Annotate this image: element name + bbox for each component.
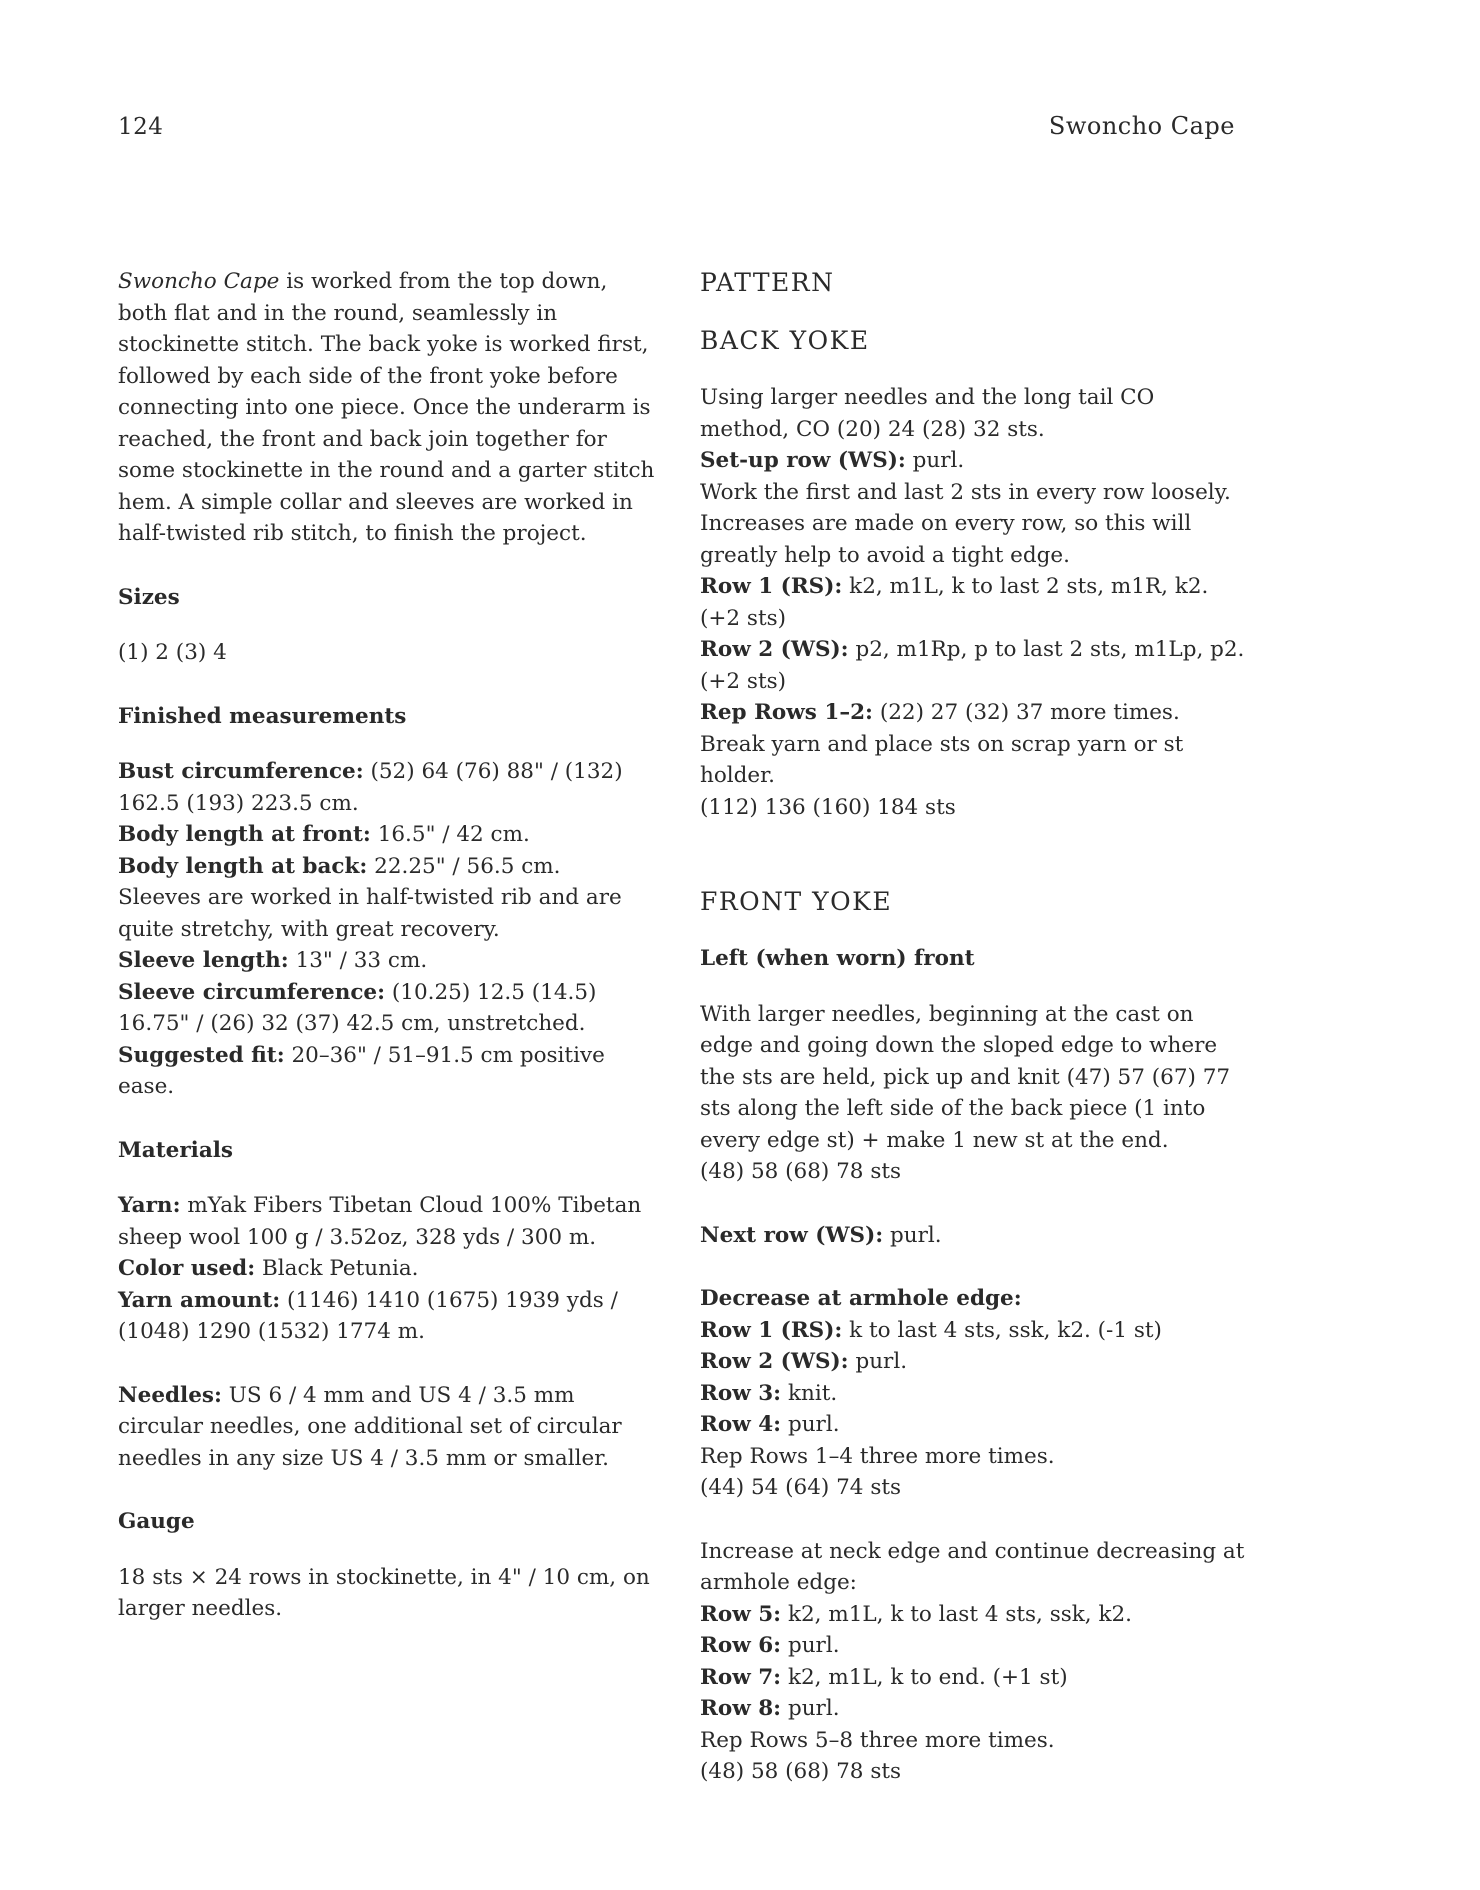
back-row2-label: Row 2 (WS): xyxy=(700,637,849,662)
increase-intro: Increase at neck edge and continue decreasing at armhole edge: xyxy=(700,1538,1245,1595)
yarn-label: Yarn: xyxy=(118,1193,181,1218)
needles-value: US 6 / 4 mm and US 4 / 3.5 mm circular needles, one additional set of circular needles in any size US 4 / 3.5 mm or smaller. xyxy=(118,1382,622,1471)
pickup-count: (48) 58 (68) 78 sts xyxy=(700,1159,902,1184)
intro-paragraph xyxy=(118,266,658,550)
dec-row3-label: Row 3: xyxy=(700,1380,782,1406)
body-back-value: 22.25" / 56.5 cm. xyxy=(367,853,561,879)
dec-row2-value: purl. xyxy=(848,1349,908,1374)
dec-row1-value: k to last 4 sts, ssk, k2. (-1 st) xyxy=(842,1317,1162,1343)
inc-row8-label: Row 8: xyxy=(700,1696,782,1721)
amount-label: Yarn amount: xyxy=(118,1287,281,1313)
measurements-heading: Finished measurements xyxy=(118,703,407,729)
inc-row8-value: purl. xyxy=(781,1696,840,1721)
inc-count: (48) 58 (68) 78 sts xyxy=(700,1759,902,1784)
back-rep-label: Rep Rows 1–2: xyxy=(700,700,873,725)
fit-line xyxy=(118,1040,658,1103)
back-yoke-heading: BACK YOKE xyxy=(700,326,870,355)
sizes-heading: Sizes xyxy=(118,584,180,610)
dec-row4-value: purl. xyxy=(781,1412,840,1437)
dec-row3-value: knit. xyxy=(781,1380,838,1406)
dec-row2-label: Row 2 (WS): xyxy=(700,1349,849,1374)
fit-label: Suggested fit: xyxy=(118,1042,285,1068)
body-back-line xyxy=(118,851,658,883)
setup-row-value: purl. xyxy=(905,448,965,473)
sleeve-length-line xyxy=(118,945,658,977)
color-line xyxy=(118,1253,658,1285)
dec-row4-line xyxy=(700,1409,1250,1441)
yarn-value: mYak Fibers Tibetan Cloud 100% Tibetan sheep wool 100 g / 3.52oz, 328 yds / 300 m. xyxy=(118,1193,642,1250)
back-row2-line xyxy=(700,634,1250,697)
inc-row7-label: Row 7: xyxy=(700,1664,782,1690)
pattern-heading: PATTERN xyxy=(700,268,835,297)
right-column xyxy=(700,266,1250,1788)
needles-line xyxy=(118,1380,658,1475)
back-row1-line xyxy=(700,571,1250,634)
sleeve-circ-value: (10.25) 12.5 (14.5) 16.75" / (26) 32 (37) 42.5 cm, unstretched. xyxy=(118,979,597,1036)
back-row2-value: p2, m1Rp, p to last 2 sts, m1Lp, p2. (+2 sts) xyxy=(700,637,1245,694)
sleeve-length-label: Sleeve length: xyxy=(118,948,289,973)
running-title: Swoncho Cape xyxy=(1048,112,1235,140)
dec-count: (44) 54 (64) 74 sts xyxy=(700,1475,902,1500)
page-number: 124 xyxy=(118,114,164,140)
materials-heading: Materials xyxy=(118,1137,234,1163)
yarn-line xyxy=(118,1190,658,1253)
inc-row7-value: k2, m1L, k to end. (+1 st) xyxy=(781,1664,1068,1690)
bust-label: Bust circumference: xyxy=(118,759,364,784)
inc-row5-line xyxy=(700,1599,1250,1631)
gauge-value: 18 sts × 24 rows in stockinette, in 4" / 10 cm, on larger needles. xyxy=(118,1564,650,1621)
inc-row6-line xyxy=(700,1630,1250,1662)
inc-row8-line xyxy=(700,1693,1250,1725)
body-front-label: Body length at front: xyxy=(118,822,371,847)
back-row1-label: Row 1 (RS): xyxy=(700,574,843,599)
inc-row5-value: k2, m1L, k to last 4 sts, ssk, k2. xyxy=(781,1601,1133,1627)
dec-row4-label: Row 4: xyxy=(700,1412,782,1437)
front-yoke-heading: FRONT YOKE xyxy=(700,887,893,916)
amount-line xyxy=(118,1285,658,1348)
next-row-label: Next row (WS): xyxy=(700,1222,884,1248)
back-rep-value: (22) 27 (32) 37 more times. Break yarn and place sts on scrap yarn or st holder. xyxy=(700,700,1184,788)
next-row-line xyxy=(700,1220,1250,1252)
back-yoke-cast-on: Using larger needles and the long tail CO method, CO (20) 24 (28) 32 sts. xyxy=(700,385,1155,442)
left-column xyxy=(118,266,658,1625)
bust-value: (52) 64 (76) 88" / (132) 162.5 (193) 223.5 cm. xyxy=(118,759,623,816)
inc-row6-label: Row 6: xyxy=(700,1633,782,1658)
body-front-line xyxy=(118,819,658,851)
intro-text: is worked from the top down, both flat and in the round, seamlessly in stockinette stitch. The back yoke is worked first, followed by each side of the front yoke before connecting into one piece. Once the underarm is reached, the front and back join together for some stockinette in the round and a garter stitch hem. A simple collar and sleeves are worked in half-twisted rib stitch, to finish the project. xyxy=(118,269,655,546)
dec-row3-line xyxy=(700,1378,1250,1410)
dec-row1-label: Row 1 (RS): xyxy=(700,1317,843,1343)
sleeve-length-value: 13" / 33 cm. xyxy=(288,948,428,973)
left-front-heading: Left (when worn) front xyxy=(700,946,975,971)
body-back-label: Body length at back: xyxy=(118,853,368,879)
gauge-heading: Gauge xyxy=(118,1509,195,1534)
inc-row5-label: Row 5: xyxy=(700,1601,782,1627)
setup-row-label: Set-up row (WS): xyxy=(700,448,906,473)
fit-value: 20–36" / 51–91.5 cm positive ease. xyxy=(118,1042,605,1099)
inc-row7-line xyxy=(700,1662,1250,1694)
sleeve-circ-line xyxy=(118,977,658,1040)
amount-value: (1146) 1410 (1675) 1939 yds / (1048) 1290 (1532) 1774 m. xyxy=(118,1287,618,1344)
body-front-value: 16.5" / 42 cm. xyxy=(370,822,530,847)
back-yoke-note: Work the first and last 2 sts in every row loosely. Increases are made on every row, so this will greatly help to avoid a tight edge. xyxy=(700,479,1231,568)
intro-title: Swoncho Cape xyxy=(118,269,280,294)
sleeve-circ-label: Sleeve circumference: xyxy=(118,979,386,1005)
color-label: Color used: xyxy=(118,1256,256,1281)
sizes-value: (1) 2 (3) 4 xyxy=(118,640,227,665)
pickup-instructions: With larger needles, beginning at the cast on edge and going down the sloped edge to where the sts are held, pick up and knit (47) 57 (67) 77 sts along the left side of the back piece (1 into every edge st) + make 1 new st at the end. xyxy=(700,1001,1231,1153)
bust-line xyxy=(118,756,658,819)
decrease-heading: Decrease at armhole edge: xyxy=(700,1286,1022,1311)
dec-repeat: Rep Rows 1–4 three more times. xyxy=(700,1443,1055,1469)
back-row1-value: k2, m1L, k to last 2 sts, m1R, k2. (+2 sts) xyxy=(700,574,1209,631)
back-yoke-count: (112) 136 (160) 184 sts xyxy=(700,794,956,820)
dec-row1-line xyxy=(700,1315,1250,1347)
back-rep-line xyxy=(700,697,1250,792)
setup-row-line xyxy=(700,445,1250,477)
sleeve-note: Sleeves are worked in half-twisted rib and are quite stretchy, with great recovery. xyxy=(118,885,622,942)
next-row-value: purl. xyxy=(883,1222,942,1248)
inc-row6-value: purl. xyxy=(781,1633,840,1658)
color-value: Black Petunia. xyxy=(255,1256,419,1281)
inc-repeat: Rep Rows 5–8 three more times. xyxy=(700,1727,1055,1753)
needles-label: Needles: xyxy=(118,1382,222,1408)
dec-row2-line xyxy=(700,1346,1250,1378)
